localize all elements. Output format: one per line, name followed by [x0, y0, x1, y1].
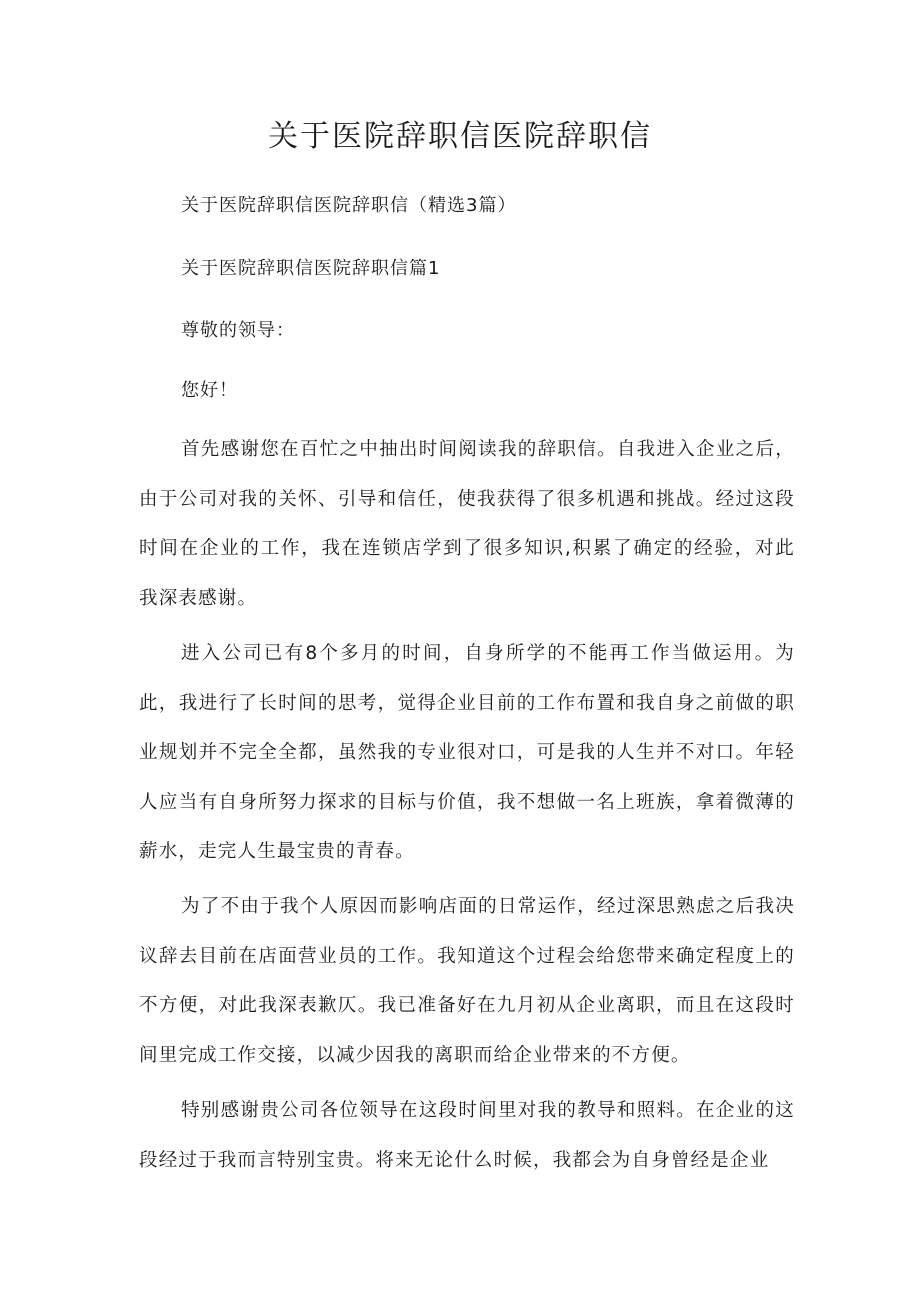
body-paragraph-4: 特别感谢贵公司各位领导在这段时间里对我的教导和照料。在企业的这段经过于我而言特别宝贵。将来无论什么时候，我都会为自身曾经是企业 — [139, 1100, 795, 1171]
document-title: 关于医院辞职信医院辞职信 — [268, 119, 652, 154]
greeting: 您好！ — [181, 380, 238, 401]
body-paragraph-1: 首先感谢您在百忙之中抽出时间阅读我的辞职信。自我进入企业之后，由于公司对我的关怀、引导和信任，使我获得了很多机遇和挑战。经过这段时间在企业的工作，我在连锁店学到了很多知识,积累了确定的经验，对此我深表感谢。 — [139, 439, 795, 609]
document-subtitle: 关于医院辞职信医院辞职信（精选3篇） — [181, 195, 517, 216]
salutation: 尊敬的领导： — [181, 320, 295, 341]
section-heading: 关于医院辞职信医院辞职信篇1 — [181, 258, 441, 279]
body-paragraph-3: 为了不由于我个人原因而影响店面的日常运作，经过深思熟虑之后我决议辞去目前在店面营业员的工作。我知道这个过程会给您带来确定程度上的不方便，对此我深表歉仄。我已准备好在九月初从企业离职，而且在这段时间里完成工作交接，以减少因我的离职而给企业带来的不方便。 — [139, 896, 795, 1066]
body-paragraph-2: 进入公司已有8个多月的时间，自身所学的不能再工作当做运用。为此，我进行了长时间的思考，觉得企业目前的工作布置和我自身之前做的职业规划并不完全全都，虽然我的专业很对口，可是我的人生并不对口。年轻人应当有自身所努力探求的目标与价值，我不想做一名上班族，拿着微薄的薪水，走完人生最宝贵的青春。 — [139, 643, 795, 862]
